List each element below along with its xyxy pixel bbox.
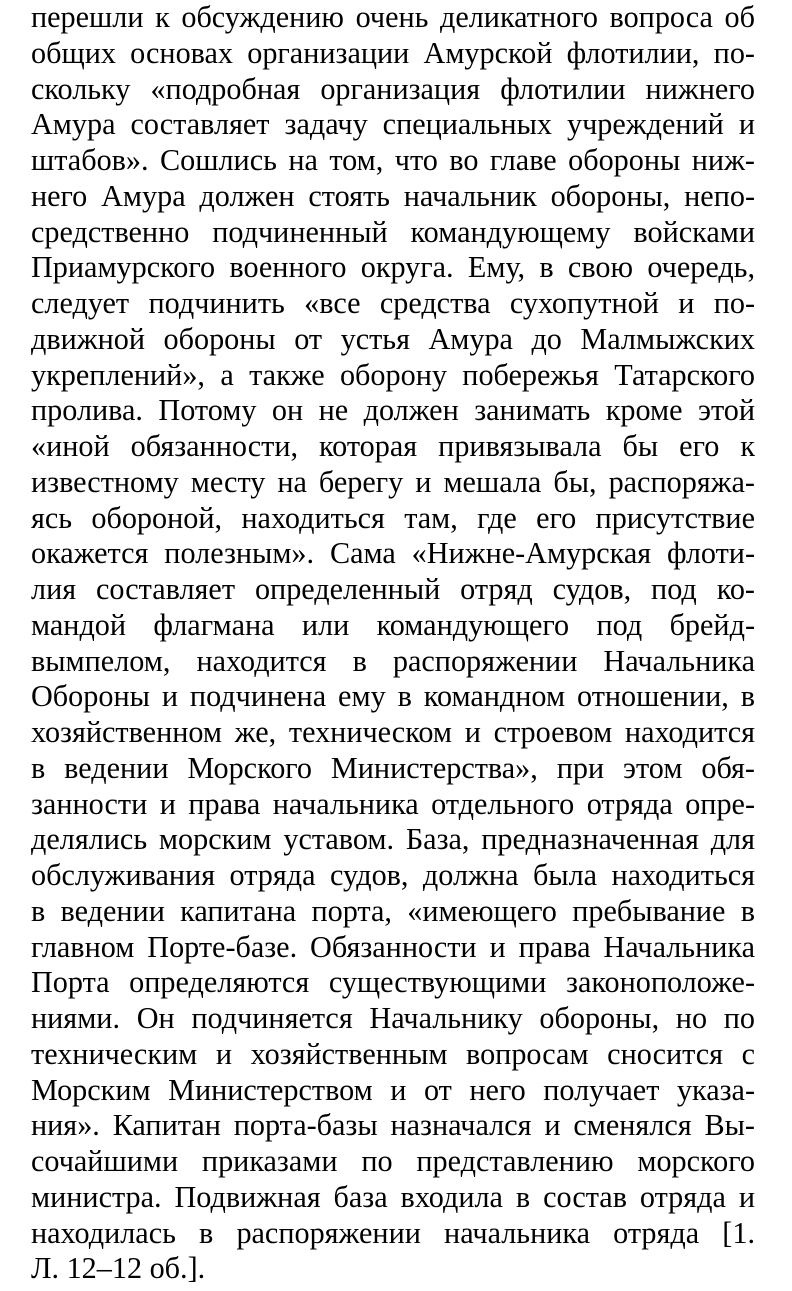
text-line: вымпелом, находится в распоряжении Начальника xyxy=(31,643,755,678)
text-line: перешли к обсуждению очень деликатного вопроса об xyxy=(31,0,755,34)
text-line: находилась в распоряжении начальника отряда [1. xyxy=(31,1215,755,1250)
text-line: средственно подчиненный командующему войсками xyxy=(31,214,755,249)
text-line: техническим и хозяйственным вопросам сносится с xyxy=(31,1036,755,1071)
text-line: в ведении капитана порта, «имеющего пребывание в xyxy=(31,893,755,928)
text-line: мандой флагмана или командующего под брейд- xyxy=(31,607,755,642)
text-line: лия составляет определенный отряд судов, под ко- xyxy=(31,572,755,606)
text-line: ясь обороной, находиться там, где его присутствие xyxy=(31,500,755,535)
text-line: Морским Министерством и от него получает указа- xyxy=(31,1072,755,1107)
text-line: Обороны и подчинена ему в командном отношении, в xyxy=(31,679,755,714)
text-line: окажется полезным». Сама «Нижне-Амурская флоти- xyxy=(31,536,755,571)
text-line: главном Порте-базе. Обязанности и права Начальника xyxy=(31,929,755,964)
text-line: движной обороны от устья Амура до Малмыжских xyxy=(31,321,755,356)
text-line: министра. Подвижная база входила в состав отряда и xyxy=(31,1179,755,1214)
text-line: сочайшими приказами по представлению морского xyxy=(31,1144,755,1178)
text-line: пролива. Потому он не должен занимать кроме этой xyxy=(31,393,755,428)
text-line: в ведении Морского Министерства», при этом обя- xyxy=(31,750,755,785)
text-line-last: Л. 12–12 об.]. xyxy=(31,1251,206,1286)
text-line: следует подчинить «все средства сухопутной и по- xyxy=(31,286,755,320)
text-line: «иной обязанности, которая привязывала бы его к xyxy=(31,429,755,463)
text-line: Приамурского военного округа. Ему, в свою очередь, xyxy=(31,250,755,285)
text-line: обслуживания отряда судов, должна была находиться xyxy=(31,858,755,892)
text-line: делялись морским уставом. База, предназначенная для xyxy=(31,822,755,857)
text-line: общих основах организации Амурской флотилии, по- xyxy=(31,35,755,70)
text-line: него Амура должен стоять начальник обороны, непо- xyxy=(31,178,755,213)
text-line: ниями. Он подчиняется Начальнику обороны, но по xyxy=(31,1001,755,1035)
text-line: хозяйственном же, техническом и строевом находится xyxy=(31,715,755,749)
text-line: Порта определяются существующими законоположе- xyxy=(31,965,755,1000)
text-line: Амура составляет задачу специальных учреждений и xyxy=(31,107,755,142)
text-line: ния». Капитан порта-базы назначался и сменялся Вы- xyxy=(31,1108,755,1143)
text-line: занности и права начальника отдельного отряда опре- xyxy=(31,786,755,821)
text-line: штабов». Сошлись на том, что во главе обороны ниж- xyxy=(31,143,755,177)
text-line: укреплений», а также оборону побережья Татарского xyxy=(31,357,755,392)
document-page xyxy=(31,0,755,1287)
text-line: скольку «подробная организация флотилии нижнего xyxy=(31,71,755,106)
text-line: известному месту на берегу и мешала бы, распоряжа- xyxy=(31,464,755,499)
